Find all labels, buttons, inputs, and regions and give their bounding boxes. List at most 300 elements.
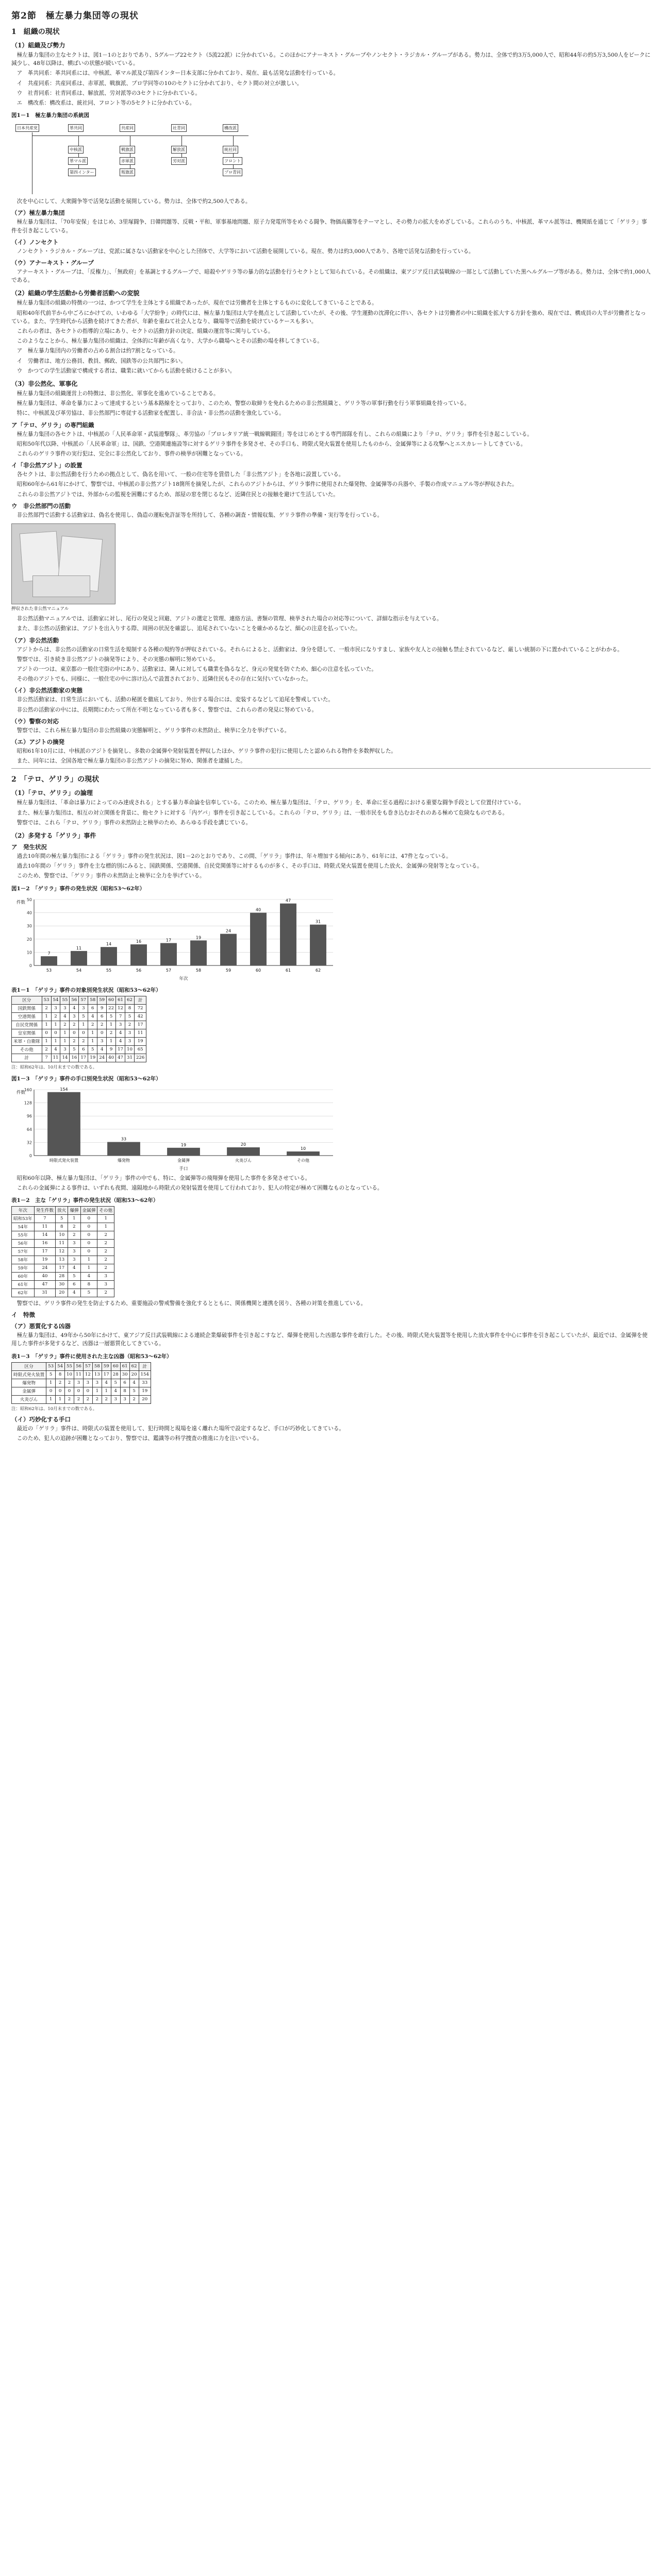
table-cell: 4 — [60, 1012, 70, 1021]
manual-photo — [11, 523, 115, 604]
org-box: 共産同 — [120, 124, 135, 132]
paragraph: このようなことから、極左暴力集団の組織は、全体的に年齢が高くなり、大学から職場へとその活動の場を移してきている。 — [16, 338, 323, 345]
table-cell: 0 — [83, 1387, 92, 1395]
table-cell: 2 — [102, 1395, 111, 1403]
org-box: 統社同 — [223, 146, 238, 154]
table-cell: 0 — [46, 1387, 56, 1395]
subheading: イ「非公然アジト」の設置 — [11, 462, 82, 469]
table-cell: 1 — [80, 1264, 97, 1272]
paragraph: 昭和50年代以降、中核派の「人民革命軍」は、国鉄、空港関連施設等に対するゲリラ事件を多発させ、その手口も、時限式発火装置を使用したものから、金属弾等による攻撃へとエスカレートしてきている。 — [16, 440, 526, 447]
table-cell: 14 — [34, 1231, 55, 1239]
bar — [220, 934, 237, 965]
table-header-cell: 62 — [125, 996, 135, 1004]
paragraph: これらの非公然アジトでは、外部からの監視を困難にするため、部屋の窓を閉じるなど、近隣住民との接触を避けて生活していた。 — [16, 491, 339, 498]
paragraph: また、非公然の活動家は、アジトを出入りする際、周囲の状況を確認し、追尾されていないことを確かめるなど、細心の注意を払っていた。 — [16, 625, 361, 632]
data-table — [11, 1362, 151, 1404]
table-cell: 2 — [70, 1037, 79, 1045]
table-cell: 1 — [80, 1256, 97, 1264]
table-header-cell: 区分 — [12, 996, 42, 1004]
table-header-cell: 59 — [102, 1362, 111, 1370]
subsection-title: （1）「テロ、ゲリラ」の論理 — [11, 789, 93, 797]
table-cell: 0 — [56, 1387, 65, 1395]
table-cell: 米軍・自衛隊 — [12, 1037, 42, 1045]
org-box: 第四インター — [68, 168, 96, 176]
x-axis-label: 手口 — [179, 1166, 188, 1172]
table-cell: 3 — [97, 1280, 114, 1289]
figure-caption: 図1－3 「ゲリラ」事件の手口別発生状況（昭和53～62年） — [11, 1075, 161, 1082]
table-cell: 40 — [34, 1272, 55, 1280]
bar — [190, 940, 207, 965]
table-cell: 3 — [68, 1256, 80, 1264]
table-cell: 9 — [97, 1004, 107, 1012]
paragraph: 昭和40年代前半から中ごろにかけての、いわゆる「大学紛争」の時代には、極左暴力集団は大学を拠点として活動していたが、その後、学生運動の沈滞化に伴い、各セクトは労働者の中に組織を拡大する方針を強め、現在では、構成員の大半が労働者となっている。また、学生時代から活動を続けてきた者が、年齢を重ねて社会人となり、職場等で活動を続けているケースも多い。 — [11, 310, 646, 325]
table-cell: 3 — [116, 1021, 125, 1029]
y-tick-label: 96 — [26, 1113, 32, 1118]
table-cell: 2 — [42, 1045, 51, 1054]
table-row — [12, 1387, 151, 1395]
table-cell: 1 — [107, 1037, 116, 1045]
table-cell: 19 — [134, 1037, 146, 1045]
paragraph: また、極左暴力集団は、相互の対立関係を背景に、他セクトに対する「内ゲバ」事件を引き起こしている。これらの「テロ、ゲリラ」は、一般市民をも巻き込むおそれのある極めて危険なものである。 — [16, 809, 508, 816]
table-caption: 表1－2 主な「ゲリラ」事件の発生状況（昭和53～62年） — [11, 1197, 159, 1204]
x-tick-label: その他 — [297, 1158, 309, 1163]
table-row — [12, 1054, 146, 1062]
table-header-cell: 60 — [111, 1362, 120, 1370]
table-cell: 3 — [125, 1029, 135, 1037]
paragraph: このため、犯人の追跡が困難となっており、警察では、鑑識等の科学捜査の推進に力を注いでいる。 — [16, 1435, 262, 1442]
table-cell: 19 — [34, 1256, 55, 1264]
subsection-title: （1）組織及び勢力 — [11, 42, 65, 49]
table-cell: 17 — [102, 1370, 111, 1379]
table-cell: 1 — [97, 1223, 114, 1231]
table-header-cell: 57 — [79, 996, 88, 1004]
x-tick-label: 55 — [106, 968, 112, 973]
x-tick-label: 62 — [315, 968, 321, 973]
table-cell: 14 — [60, 1054, 70, 1062]
org-box: フロント — [223, 157, 242, 165]
table-cell: 13 — [56, 1256, 68, 1264]
data-label: 20 — [240, 1142, 246, 1147]
subheading: （イ）ノンセクト — [11, 238, 59, 246]
table-row — [12, 1395, 151, 1403]
table-cell: 2 — [83, 1395, 92, 1403]
org-box: 革マル派 — [68, 157, 88, 165]
table-cell: 火炎びん — [12, 1395, 46, 1403]
table-cell: 2 — [68, 1231, 80, 1239]
data-table — [11, 1206, 114, 1297]
table-cell: 5 — [111, 1379, 120, 1387]
paragraph: 極左暴力集団は、革命を暴力によって達成するという基本路線をとっており、このため、警察の取締りを免れるための非公然組織と、ゲリラ等の軍事行動を行う軍事組織を持っている。 — [16, 400, 470, 407]
subheading: ア「テロ、ゲリラ」の専門組織 — [11, 421, 94, 429]
table-cell: 19 — [139, 1387, 151, 1395]
data-label: 17 — [166, 938, 172, 943]
paragraph: このため、警察では、「ゲリラ」事件の未然防止と検挙に全力を挙げている。 — [16, 873, 205, 879]
x-axis-label: 年次 — [179, 976, 188, 981]
table-row — [12, 1379, 151, 1387]
table-cell: 12 — [83, 1370, 92, 1379]
table-cell: 24 — [34, 1264, 55, 1272]
table-cell: 7 — [34, 1214, 55, 1223]
table-row — [12, 1223, 114, 1231]
table-cell: 1 — [97, 1214, 114, 1223]
table-cell: 8 — [80, 1280, 97, 1289]
table-cell: 6 — [97, 1012, 107, 1021]
table-cell: 2 — [56, 1379, 65, 1387]
table-cell: 1 — [51, 1037, 60, 1045]
table-cell: 1 — [107, 1021, 116, 1029]
table-cell: 0 — [65, 1387, 74, 1395]
paragraph: これらの者は、各セクトの指導的立場にあり、セクトの活動方針の決定、組織の運営等に関与している。 — [16, 328, 274, 335]
table-cell: 12 — [56, 1247, 68, 1256]
table-cell: 55年 — [12, 1231, 35, 1239]
subheading: ア 発生状況 — [11, 843, 47, 851]
table-cell: 6 — [68, 1280, 80, 1289]
table-cell: 17 — [134, 1021, 146, 1029]
data-label: 24 — [225, 928, 231, 934]
x-tick-label: 54 — [76, 968, 82, 973]
table-header-cell: 56 — [70, 996, 79, 1004]
paragraph: また、同年には、全国各地で極左暴力集団の非公然アジトの摘発に努め、関係者を逮捕した。 — [16, 758, 246, 765]
table-cell: 5 — [129, 1387, 139, 1395]
table-header-cell: 放火 — [56, 1206, 68, 1214]
table-row — [12, 1280, 114, 1289]
y-tick-label: 10 — [26, 950, 32, 955]
table-row — [12, 1289, 114, 1297]
paragraph: 警察では、引き続き非公然アジトの摘発等により、その実態の解明に努めている。 — [16, 656, 219, 663]
table-cell: 0 — [42, 1029, 51, 1037]
subheading: （イ）非公然活動家の実態 — [11, 687, 82, 694]
table-cell: 19 — [88, 1054, 97, 1062]
paragraph: 極左暴力集団の組織運営上の特徴は、非公然化、軍事化を進めていることである。 — [16, 391, 219, 397]
table-cell: 1 — [42, 1012, 51, 1021]
paragraph: これらの金属弾による事件は、いずれも夜間、遠隔地から時限式の発射装置を使用して行われており、犯人の特定が極めて困難なものとなっている。 — [16, 1184, 383, 1191]
table-cell: 11 — [34, 1223, 55, 1231]
table-cell: 5 — [56, 1214, 68, 1223]
bar — [250, 912, 267, 965]
table-cell: 1 — [60, 1037, 70, 1045]
org-box: 革共同 — [68, 124, 84, 132]
table-cell: 2 — [65, 1379, 74, 1387]
table-cell: 3 — [68, 1247, 80, 1256]
table-cell: 国鉄関係 — [12, 1004, 42, 1012]
org-box: 中核派 — [68, 146, 84, 154]
table-cell: 4 — [116, 1037, 125, 1045]
paragraph: ノンセクト・ラジカル・グループは、党派に属さない活動家を中心とした団体で、大学等において活動を展開している。現在、勢力は約3,000人であり、各地で活発な活動を行っている。 — [16, 248, 474, 255]
table-header-cell: 58 — [92, 1362, 102, 1370]
table-cell: 58年 — [12, 1256, 35, 1264]
table-cell: 1 — [46, 1395, 56, 1403]
table-cell: 7 — [116, 1012, 125, 1021]
bar — [71, 951, 87, 965]
x-tick-label: 56 — [136, 968, 142, 973]
table-cell: 5 — [107, 1012, 116, 1021]
table-header-cell: 61 — [120, 1362, 129, 1370]
table-cell: 4 — [116, 1029, 125, 1037]
data-label: 19 — [180, 1142, 187, 1147]
photo-caption: 押収された非公然マニュアル — [11, 606, 69, 612]
table-cell: 2 — [107, 1029, 116, 1037]
paragraph: 非公然活動マニュアルでは、活動家に対し、尾行の発見と回避、アジトの選定と管理、連絡方法、書類の管理、検挙された場合の対応等について、詳細な指示を与えている。 — [16, 616, 442, 622]
table-cell: 47 — [116, 1054, 125, 1062]
y-tick-label: 0 — [29, 1153, 32, 1158]
subheading: ウ 非公然部門の活動 — [11, 502, 71, 510]
y-tick-label: 64 — [26, 1127, 32, 1132]
connector-line — [32, 135, 249, 136]
subsection-title: （2）多発する「ゲリラ」事件 — [11, 832, 96, 839]
table-cell: 31 — [34, 1289, 55, 1297]
table-cell: 7 — [42, 1054, 51, 1062]
paragraph: 極左暴力集団の組織の特徴の一つは、かつて学生を主体とする組織であったが、現在では労働者を主体とするものに変化してきていることである。 — [16, 300, 377, 307]
table-cell: 0 — [80, 1214, 97, 1223]
bar — [101, 947, 117, 965]
table-cell: 60年 — [12, 1272, 35, 1280]
table-row — [12, 1272, 114, 1280]
table-cell: 4 — [68, 1264, 80, 1272]
table-cell: 5 — [70, 1045, 79, 1054]
section-2-title: 2 「テロ、ゲリラ」の現状 — [11, 775, 100, 784]
table-cell: 154 — [139, 1370, 151, 1379]
table-cell: 4 — [111, 1387, 120, 1395]
table-cell: 6 — [88, 1004, 97, 1012]
table-cell: 3 — [120, 1395, 129, 1403]
bar — [107, 1142, 140, 1155]
table-header-cell: 年次 — [12, 1206, 35, 1214]
table-row — [12, 1045, 146, 1054]
table-cell: 72 — [134, 1004, 146, 1012]
table-note: 注：昭和62年は、10月末までの数である。 — [11, 1064, 97, 1070]
table-cell: 2 — [97, 1239, 114, 1247]
data-label: 10 — [300, 1146, 306, 1151]
manual-page-image — [20, 531, 60, 582]
table-header-cell: 54 — [51, 996, 60, 1004]
table-cell: その他 — [12, 1045, 42, 1054]
data-label: 31 — [315, 919, 321, 924]
paragraph: 非公然活動家は、日常生活においても、活動の秘匿を徹底しており、外出する場合には、変装するなどして追尾を警戒していた。 — [16, 697, 334, 703]
table-cell: 17 — [79, 1054, 88, 1062]
table-cell: 3 — [60, 1045, 70, 1054]
subheading: （ウ）警察の対応 — [11, 717, 59, 725]
figure-caption: 図1－2 「ゲリラ」事件の発生状況（昭和53～62年） — [11, 885, 145, 892]
table-row — [12, 1239, 114, 1247]
table-header-cell: 計 — [134, 996, 146, 1004]
table-cell: 2 — [97, 1021, 107, 1029]
table-cell: 4 — [129, 1379, 139, 1387]
table-cell: 11 — [56, 1239, 68, 1247]
table-header-cell: 53 — [42, 996, 51, 1004]
table-cell: 空港関係 — [12, 1012, 42, 1021]
paragraph: 警察では、これら極左暴力集団の非公然組織の実態解明と、ゲリラ事件の未然防止、検挙に全力を挙げている。 — [16, 727, 290, 734]
table-cell: 4 — [97, 1045, 107, 1054]
x-tick-label: 金属弾 — [177, 1158, 190, 1163]
table-row — [12, 1021, 146, 1029]
paragraph: 極左暴力集団の主なセクトは、図1－1のとおりであり、5グループ22セクト（5流22派）に分かれている。このほかにアナーキスト・グループやノンセクト・ラジカル・グループがある。勢力は、全体で約3万5,000人で、昭和44年の約5万3,500人をピークに減少し、48年以降は、横ばいの状態が続いている。 — [11, 52, 651, 67]
table-cell: 30 — [120, 1370, 129, 1379]
divider — [11, 768, 651, 769]
bar — [227, 1147, 260, 1156]
org-box: 戦旗派 — [120, 146, 135, 154]
table-cell: 5 — [88, 1045, 97, 1054]
x-tick-label: 時限式発火装置 — [49, 1158, 78, 1163]
table-cell: 5 — [46, 1370, 56, 1379]
table-caption: 表1－3 「ゲリラ」事件に使用された主な凶器（昭和53～62年） — [11, 1353, 172, 1360]
table-note: 注：昭和62年は、10月末までの数である。 — [11, 1406, 97, 1412]
table-cell: 11 — [134, 1029, 146, 1037]
paragraph: イ 共産同系：共産同系は、赤軍派、戦旗派、プロ学同等の10のセクトに分かれており、セクト間の対立が激しい。 — [16, 80, 303, 87]
table-cell: 3 — [92, 1379, 102, 1387]
table-cell: 31 — [125, 1054, 135, 1062]
table-header-cell: 62 — [129, 1362, 139, 1370]
table-cell: 6 — [79, 1045, 88, 1054]
table-cell: 0 — [51, 1029, 60, 1037]
paragraph: 昭和61年10月には、中核派のアジトを摘発し、多数の金属弾や発射装置を押収したほか、ゲリラ事件の犯行に使用したと認められる物件を多数押収した。 — [16, 748, 396, 754]
bar — [130, 944, 147, 965]
organization-chart — [11, 121, 341, 194]
table-cell: 4 — [102, 1379, 111, 1387]
subheading: （イ）巧妙化する手口 — [11, 1415, 71, 1423]
data-label: 154 — [60, 1087, 68, 1092]
data-table — [11, 996, 146, 1062]
x-tick-label: 61 — [285, 968, 291, 973]
paragraph: 非公然部門で活動する活動家は、偽名を使用し、偽造の運転免許証等を所持して、各種の調査・情報収集、ゲリラ事件の準備・実行等を行っている。 — [16, 512, 383, 518]
paragraph: アナーキスト・グループは、「反権力」、「無政府」を基調とするグループで、暗殺やゲリラ等の暴力的な活動を行うセクトとして知られている。その組織は、東アジア反日武装戦線の一部として活動していた黒ヘルグループ等がある。勢力は、全体で約1,000人である。 — [11, 269, 651, 284]
y-tick-label: 128 — [24, 1100, 32, 1106]
paragraph: ウ 社青同系：社青同系は、解放派、労対派等の3セクトに分かれている。 — [16, 90, 201, 96]
bar — [167, 1147, 200, 1155]
manual-page-image — [32, 575, 90, 597]
paragraph: 次を中心にして、大衆闘争等で活発な活動を展開している。勢力は、全体で約2,500人である。 — [16, 198, 251, 205]
org-box: 叛旗派 — [120, 168, 135, 176]
table-cell: 自民党関係 — [12, 1021, 42, 1029]
table-cell: 0 — [70, 1029, 79, 1037]
table-cell: 昭和53年 — [12, 1214, 35, 1223]
table-cell: 2 — [60, 1021, 70, 1029]
x-tick-label: 53 — [46, 968, 52, 973]
table-cell: 20 — [129, 1370, 139, 1379]
table-cell: 2 — [92, 1395, 102, 1403]
table-header-cell: 61 — [116, 996, 125, 1004]
table-cell: 2 — [97, 1256, 114, 1264]
table-header-cell: 計 — [139, 1362, 151, 1370]
table-row — [12, 1012, 146, 1021]
table-cell: 13 — [92, 1370, 102, 1379]
table-cell: 3 — [60, 1004, 70, 1012]
table-header-cell: 区分 — [12, 1362, 46, 1370]
table-header-cell: 54 — [56, 1362, 65, 1370]
table-cell: 4 — [68, 1289, 80, 1297]
table-cell: 2 — [65, 1395, 74, 1403]
table-cell: 0 — [80, 1231, 97, 1239]
table-cell: 1 — [79, 1021, 88, 1029]
paragraph: これらのゲリラ事件の実行犯は、完全に非公然化しており、事件の検挙が困難となっている。 — [16, 451, 246, 457]
table-header-cell: 発生件数 — [34, 1206, 55, 1214]
data-label: 14 — [106, 941, 112, 946]
table-cell: 2 — [74, 1395, 83, 1403]
table-cell: 0 — [74, 1387, 83, 1395]
paragraph: 特に、中核派及び革労協は、非公然部門に専従する活動家を配置し、非合法・非公然の活動を強化している。 — [16, 410, 285, 417]
table-cell: 2 — [68, 1223, 80, 1231]
bar — [160, 943, 177, 965]
y-axis-label: 件数 — [16, 900, 26, 905]
y-tick-label: 50 — [26, 897, 32, 902]
table-cell: 47 — [34, 1280, 55, 1289]
paragraph: ア 極左暴力集団内の労働者の占める割合は約7割となっている。 — [16, 348, 179, 354]
table-cell: 1 — [46, 1379, 56, 1387]
table-cell: 1 — [68, 1214, 80, 1223]
table-cell: 28 — [111, 1370, 120, 1379]
org-box: 赤軍派 — [120, 157, 135, 165]
table-cell: 2 — [97, 1289, 114, 1297]
subsection-title: （3）非公然化、軍事化 — [11, 380, 78, 388]
subheading: （ア）悪質化する凶器 — [11, 1323, 71, 1330]
table-header-cell: 56 — [74, 1362, 83, 1370]
data-label: 16 — [136, 939, 142, 944]
org-box: 構改派 — [223, 124, 238, 132]
bar — [41, 956, 57, 965]
table-row — [12, 1370, 151, 1379]
paragraph: 警察では、ゲリラ事件の発生を防止するため、重要施設の警戒警備を強化するとともに、関係機関と連携を図り、各種の対策を推進している。 — [16, 1300, 367, 1307]
table-cell: 1 — [60, 1029, 70, 1037]
table-row — [12, 1029, 146, 1037]
table-cell: 3 — [68, 1239, 80, 1247]
table-cell: 65 — [134, 1045, 146, 1054]
paragraph: ウ かつての学生活動家で構成する者は、職業に就いてからも活動を続けることが多い。 — [16, 367, 236, 374]
table-cell: 1 — [88, 1037, 97, 1045]
bar — [310, 924, 326, 965]
table-cell: 8 — [56, 1370, 65, 1379]
table-cell: 12 — [116, 1004, 125, 1012]
table-cell: 時限式発火装置 — [12, 1370, 46, 1379]
table-cell: 16 — [34, 1239, 55, 1247]
chapter-title: 第2節 極左暴力集団等の現状 — [11, 11, 139, 21]
table-cell: 爆発物 — [12, 1379, 46, 1387]
bar — [287, 1151, 320, 1156]
x-tick-label: 爆発物 — [118, 1158, 130, 1163]
bar-chart-annual — [11, 894, 341, 982]
table-cell: 5 — [68, 1272, 80, 1280]
table-cell: 56年 — [12, 1239, 35, 1247]
x-tick-label: 60 — [255, 968, 261, 973]
paragraph: アジトの一つは、東京都の一般住宅街の中にあり、活動家は、隣人に対しても職業を偽るなど、身元の発覚を防ぐため、細心の注意を払っていた。 — [16, 666, 377, 672]
subheading: （ウ）アナーキスト・グループ — [11, 259, 94, 267]
table-cell: 10 — [56, 1231, 68, 1239]
section-1-title: 1 組織の現状 — [11, 28, 60, 36]
table-cell: 8 — [125, 1004, 135, 1012]
table-cell: 42 — [134, 1012, 146, 1021]
paragraph: アジトからは、非公然の活動家の日常生活を規制する各種の規約等が押収されている。それらによると、活動家は、身分を隠して、一般市民になりすまし、家族や友人との接触も禁止されているなど、厳しい統制の下に置かれていることがわかる。 — [16, 646, 623, 653]
table-header-cell: 57 — [83, 1362, 92, 1370]
table-cell: 24 — [97, 1054, 107, 1062]
org-box: 日本共産党 — [15, 124, 39, 132]
table-cell: 2 — [88, 1021, 97, 1029]
table-cell: 3 — [74, 1379, 83, 1387]
table-caption: 表1－1 「ゲリラ」事件の対象別発生状況（昭和53～62年） — [11, 987, 161, 993]
table-header-cell: 58 — [88, 996, 97, 1004]
table-cell: 2 — [97, 1264, 114, 1272]
table-row — [12, 1231, 114, 1239]
table-cell: 30 — [56, 1280, 68, 1289]
table-row — [12, 1264, 114, 1272]
table-header-cell: 53 — [46, 1362, 56, 1370]
table-cell: 20 — [139, 1395, 151, 1403]
paragraph: 昭和60年以降、極左暴力集団は、「ゲリラ」事件の中でも、特に、金属弾等の飛翔弾を使用した事件を多発させている。 — [16, 1175, 311, 1181]
y-tick-label: 160 — [24, 1087, 32, 1092]
connector-line — [78, 135, 79, 172]
table-cell: 61年 — [12, 1280, 35, 1289]
table-cell: 0 — [80, 1223, 97, 1231]
table-cell: 2 — [79, 1037, 88, 1045]
table-cell: 8 — [56, 1223, 68, 1231]
table-cell: 1 — [56, 1395, 65, 1403]
